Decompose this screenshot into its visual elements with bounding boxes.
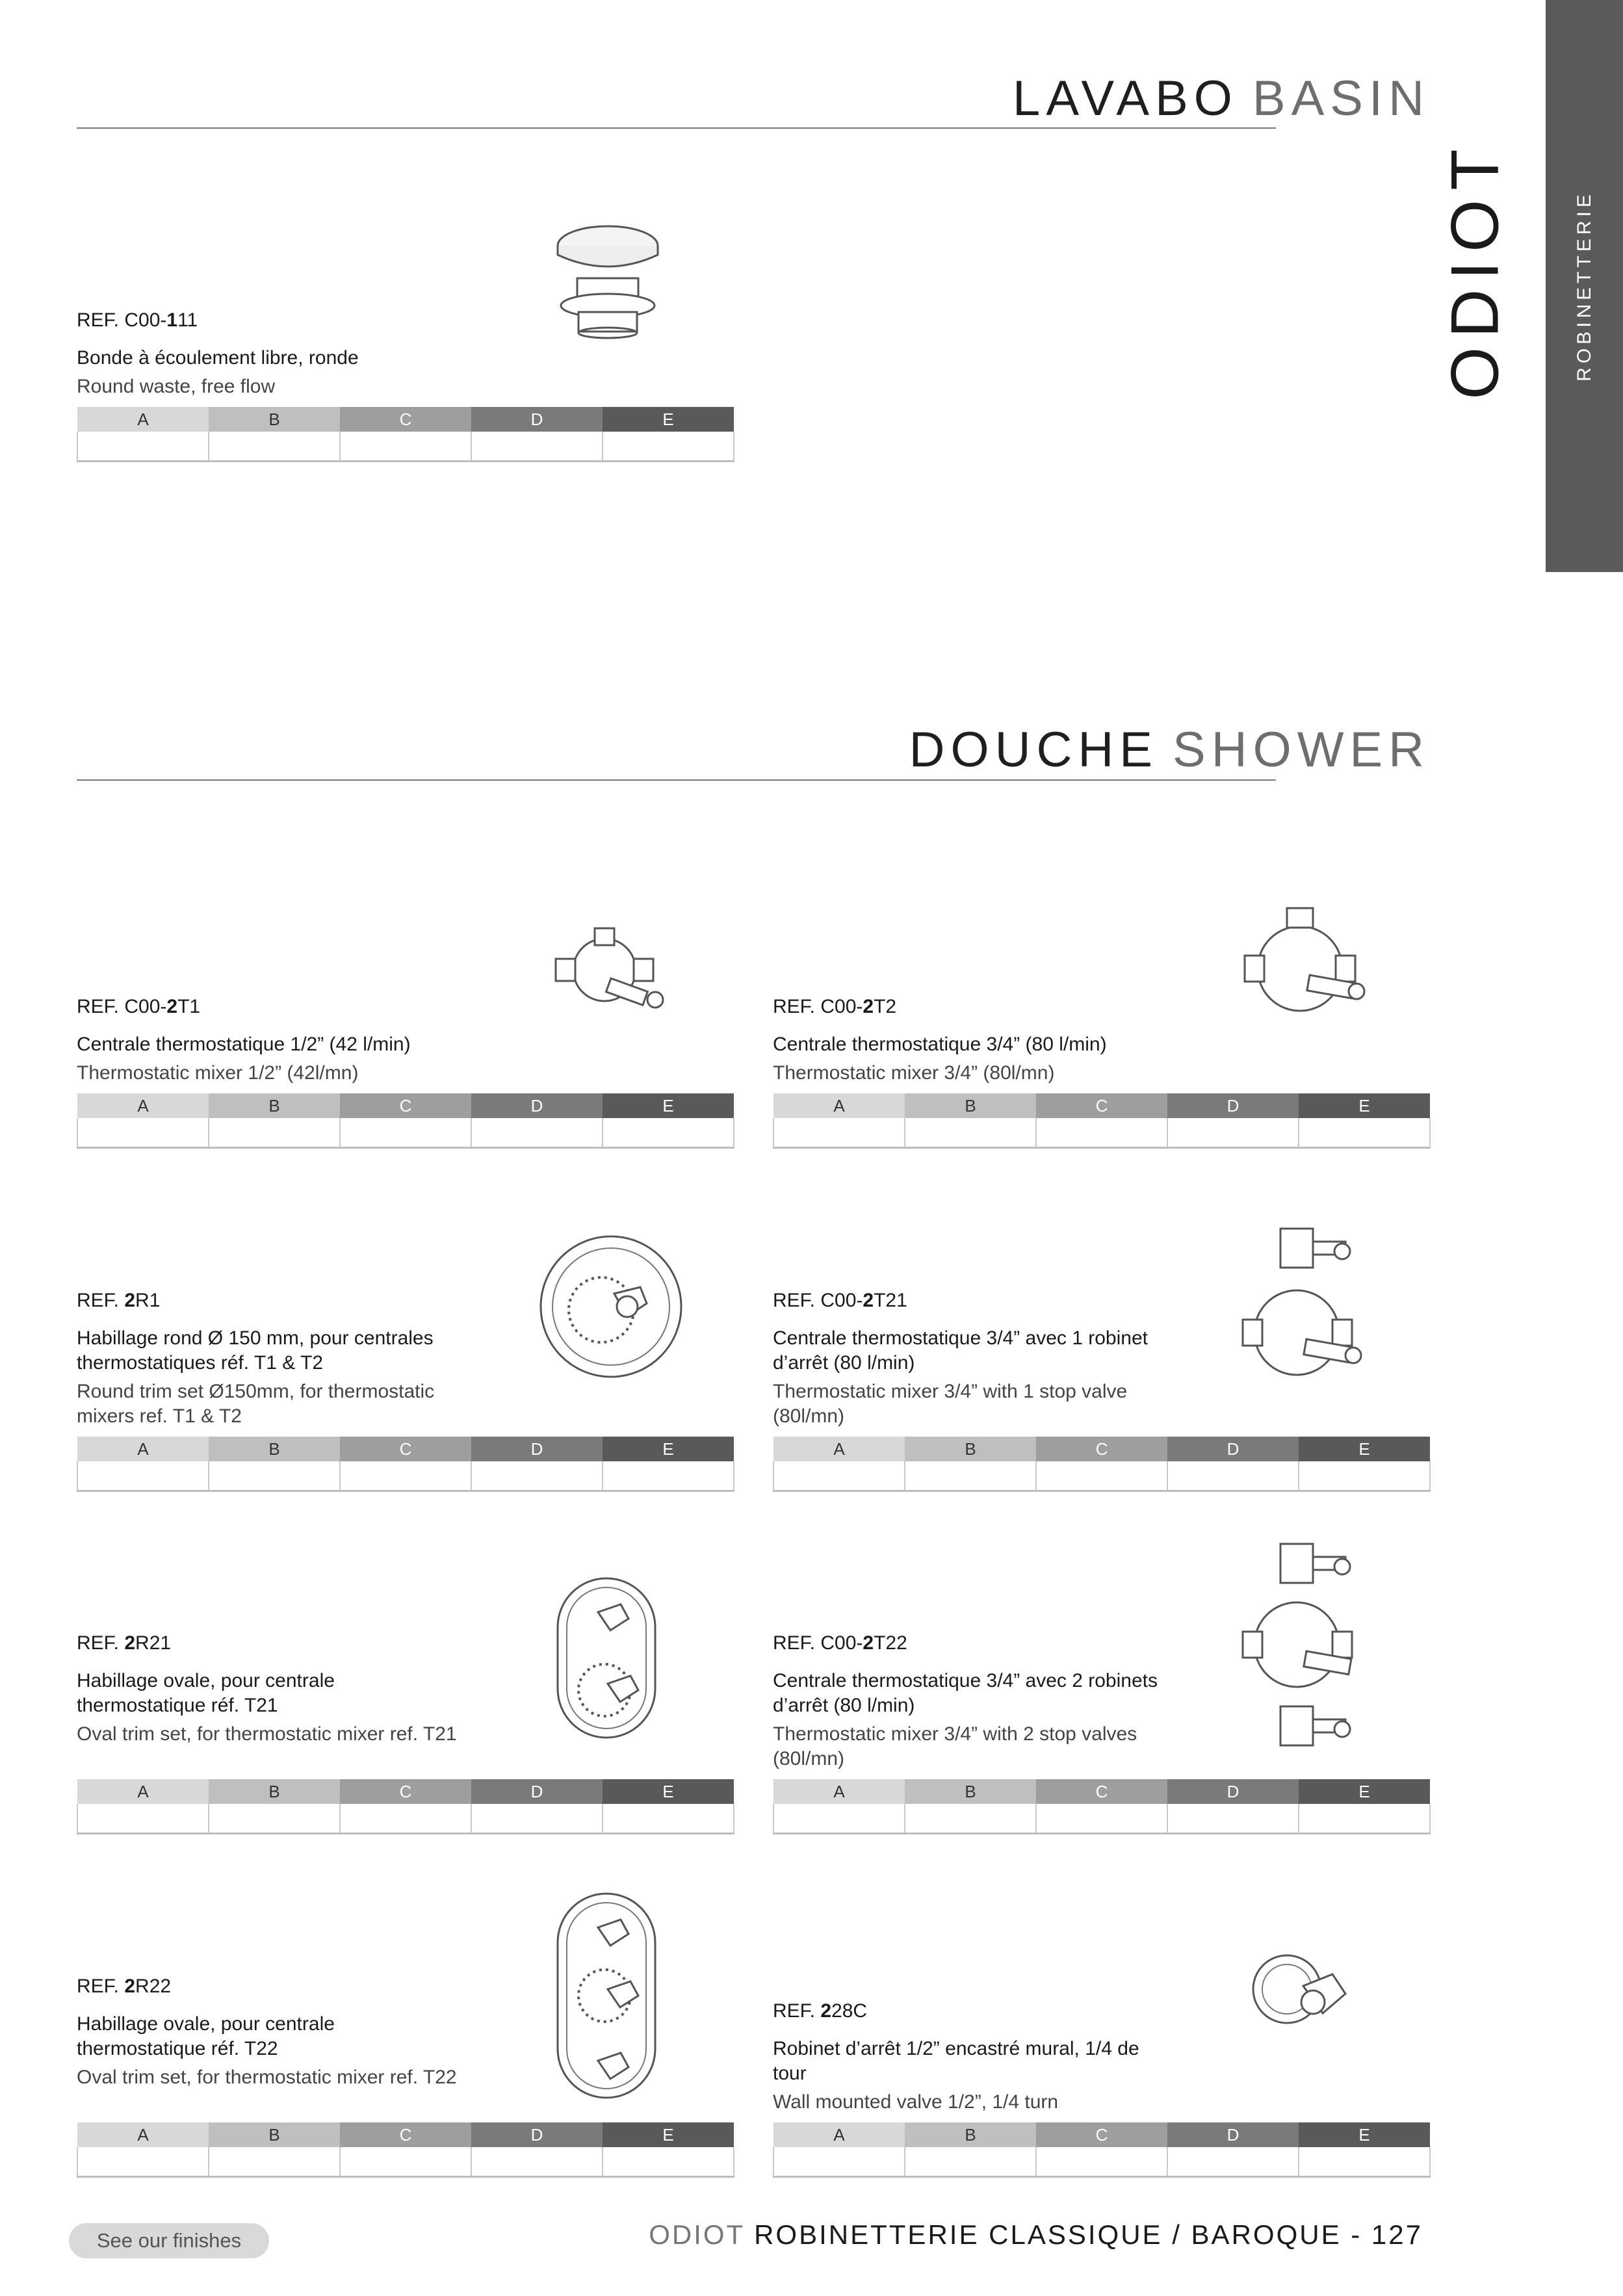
- finish-cell[interactable]: [1036, 1804, 1167, 1834]
- product-ref: REF. 2R1: [77, 1290, 161, 1311]
- footer-brand: ODIOT: [649, 2219, 745, 2250]
- product-desc-fr: Habillage rond Ø 150 mm, pour centrales thermostatiques réf. T1 & T2: [77, 1327, 434, 1374]
- product-desc-fr: Habillage ovale, pour centrale thermostatique réf. T22: [77, 2013, 335, 2059]
- thermostatic-mixer-stop-valve-image: [1235, 1225, 1365, 1394]
- finish-cell[interactable]: [340, 1118, 471, 1148]
- product-ref: REF. C00-2T21: [773, 1290, 907, 1311]
- finish-cell[interactable]: [773, 1804, 905, 1834]
- product-ref: REF. C00-111: [77, 309, 198, 331]
- finish-cell[interactable]: [340, 1461, 471, 1491]
- product-desc-en: Thermostatic mixer 3/4” with 1 stop valve (80l/mn): [773, 1381, 1128, 1427]
- finish-table: A B C D E: [77, 1093, 734, 1149]
- finish-cell[interactable]: [603, 1118, 734, 1148]
- product-desc-fr: Habillage ovale, pour centrale thermostatique réf. T21: [77, 1670, 335, 1716]
- finish-cell[interactable]: [603, 2147, 734, 2177]
- product-desc-fr: Robinet d’arrêt 1/2” encastré mural, 1/4 de tour: [773, 2038, 1139, 2084]
- finish-cell[interactable]: [77, 432, 209, 462]
- finish-cell[interactable]: [340, 1804, 471, 1834]
- finish-cell[interactable]: [77, 1804, 209, 1834]
- finish-cell[interactable]: [773, 2147, 905, 2177]
- finish-cell[interactable]: [471, 1461, 603, 1491]
- section-title-fr: DOUCHE: [909, 722, 1158, 777]
- product-ref: REF. 2R22: [77, 1976, 172, 1997]
- product-desc-en: Thermostatic mixer 1/2” (42l/mn): [77, 1062, 359, 1084]
- product-desc-en: Thermostatic mixer 3/4” (80l/mn): [773, 1062, 1055, 1084]
- product-desc-en: Round waste, free flow: [77, 376, 276, 397]
- finish-cell[interactable]: [1167, 1118, 1299, 1148]
- thermostatic-mixer-image: [1238, 900, 1368, 1030]
- product-desc-fr: Centrale thermostatique 1/2” (42 l/min): [77, 1034, 411, 1055]
- finish-cell[interactable]: [905, 2147, 1036, 2177]
- round-trim-image: [536, 1232, 686, 1381]
- product-desc-en: Round trim set Ø150mm, for thermostatic mixers ref. T1 & T2: [77, 1381, 435, 1427]
- finish-table: A B C D E: [77, 1779, 734, 1834]
- see-finishes-button[interactable]: See our finishes: [69, 2223, 269, 2258]
- product-desc-en: Oval trim set, for thermostatic mixer ref. T21: [77, 1723, 457, 1745]
- finish-cell[interactable]: [773, 1118, 905, 1148]
- finish-cell[interactable]: [1167, 1804, 1299, 1834]
- finish-cell[interactable]: [77, 2147, 209, 2177]
- footer-page-title: ROBINETTERIE CLASSIQUE / BAROQUE - 127: [744, 2219, 1423, 2250]
- round-waste-image: [552, 221, 663, 345]
- finish-cell[interactable]: [209, 1118, 340, 1148]
- finish-cell[interactable]: [603, 1804, 734, 1834]
- footer-title: [649, 2219, 1423, 2250]
- oval-trim-image: [552, 1573, 663, 1742]
- thermostatic-mixer-stop-valves-image: [1235, 1541, 1365, 1768]
- finish-cell[interactable]: [77, 1461, 209, 1491]
- finish-cell[interactable]: [77, 1118, 209, 1148]
- finish-cell[interactable]: [209, 2147, 340, 2177]
- finish-table: A B C D E: [773, 1779, 1431, 1834]
- product-desc-fr: Centrale thermostatique 3/4” avec 1 robinet d’arrêt (80 l/min): [773, 1327, 1148, 1374]
- product-ref: REF. 2R21: [77, 1632, 172, 1654]
- product-desc-fr: Centrale thermostatique 3/4” avec 2 robinets d’arrêt (80 l/min): [773, 1670, 1158, 1716]
- finish-cell[interactable]: [1299, 2147, 1430, 2177]
- finish-table: A B C D E: [773, 1437, 1431, 1492]
- wall-valve-image: [1248, 1950, 1358, 2048]
- finish-cell[interactable]: [471, 1804, 603, 1834]
- product-desc-en: Thermostatic mixer 3/4” with 2 stop valves (80l/mn): [773, 1723, 1137, 1769]
- finish-cell[interactable]: [471, 1118, 603, 1148]
- section-title-basin: [1013, 70, 1430, 127]
- section-title-en: BASIN: [1252, 71, 1430, 126]
- side-tab-label: ROBINETTERIE: [1574, 190, 1595, 382]
- finish-cell[interactable]: [471, 432, 603, 462]
- finish-cell[interactable]: [1036, 1461, 1167, 1491]
- product-desc-en: Oval trim set, for thermostatic mixer ref. T22: [77, 2067, 457, 2088]
- oval-trim-image: [552, 1888, 663, 2103]
- finish-cell[interactable]: [1167, 2147, 1299, 2177]
- finish-cell[interactable]: [1036, 1118, 1167, 1148]
- finish-table: A B C D E: [77, 1437, 734, 1492]
- finish-table: A B C D E: [773, 2122, 1431, 2178]
- finish-table: A B C D E: [77, 407, 734, 462]
- section-title-shower: [909, 722, 1430, 778]
- finish-cell[interactable]: [1299, 1804, 1430, 1834]
- finish-cell[interactable]: [340, 2147, 471, 2177]
- finish-cell[interactable]: [1167, 1461, 1299, 1491]
- finish-cell[interactable]: [209, 432, 340, 462]
- finish-cell[interactable]: [1299, 1118, 1430, 1148]
- product-ref: REF. 228C: [773, 2000, 868, 2022]
- product-desc-fr: Centrale thermostatique 3/4” (80 l/min): [773, 1034, 1107, 1055]
- product-ref: REF. C00-2T22: [773, 1632, 907, 1654]
- finish-cell[interactable]: [905, 1461, 1036, 1491]
- product-ref: REF. C00-2T2: [773, 996, 897, 1017]
- finish-cell[interactable]: [340, 432, 471, 462]
- finish-table: A B C D E: [773, 1093, 1431, 1149]
- section-title-en: SHOWER: [1173, 722, 1430, 777]
- finish-cell[interactable]: [905, 1804, 1036, 1834]
- section-divider: [77, 127, 1276, 129]
- product-desc-en: Wall mounted valve 1/2”, 1/4 turn: [773, 2091, 1059, 2113]
- finish-cell[interactable]: [471, 2147, 603, 2177]
- finish-cell[interactable]: [1036, 2147, 1167, 2177]
- product-ref: REF. C00-2T1: [77, 996, 201, 1017]
- brand-logo: ODIOT: [1437, 140, 1513, 400]
- finish-cell[interactable]: [773, 1461, 905, 1491]
- side-tab[interactable]: [1546, 0, 1623, 572]
- finish-table: A B C D E: [77, 2122, 734, 2178]
- finish-cell[interactable]: [603, 1461, 734, 1491]
- section-divider: [77, 779, 1276, 781]
- finish-cell[interactable]: [603, 432, 734, 462]
- product-desc-fr: Bonde à écoulement libre, ronde: [77, 347, 359, 369]
- section-title-fr: LAVABO: [1013, 71, 1238, 126]
- finish-cell[interactable]: [905, 1118, 1036, 1148]
- thermostatic-mixer-image: [549, 923, 673, 1021]
- finish-cell[interactable]: [209, 1804, 340, 1834]
- finish-cell[interactable]: [209, 1461, 340, 1491]
- finish-cell[interactable]: [1299, 1461, 1430, 1491]
